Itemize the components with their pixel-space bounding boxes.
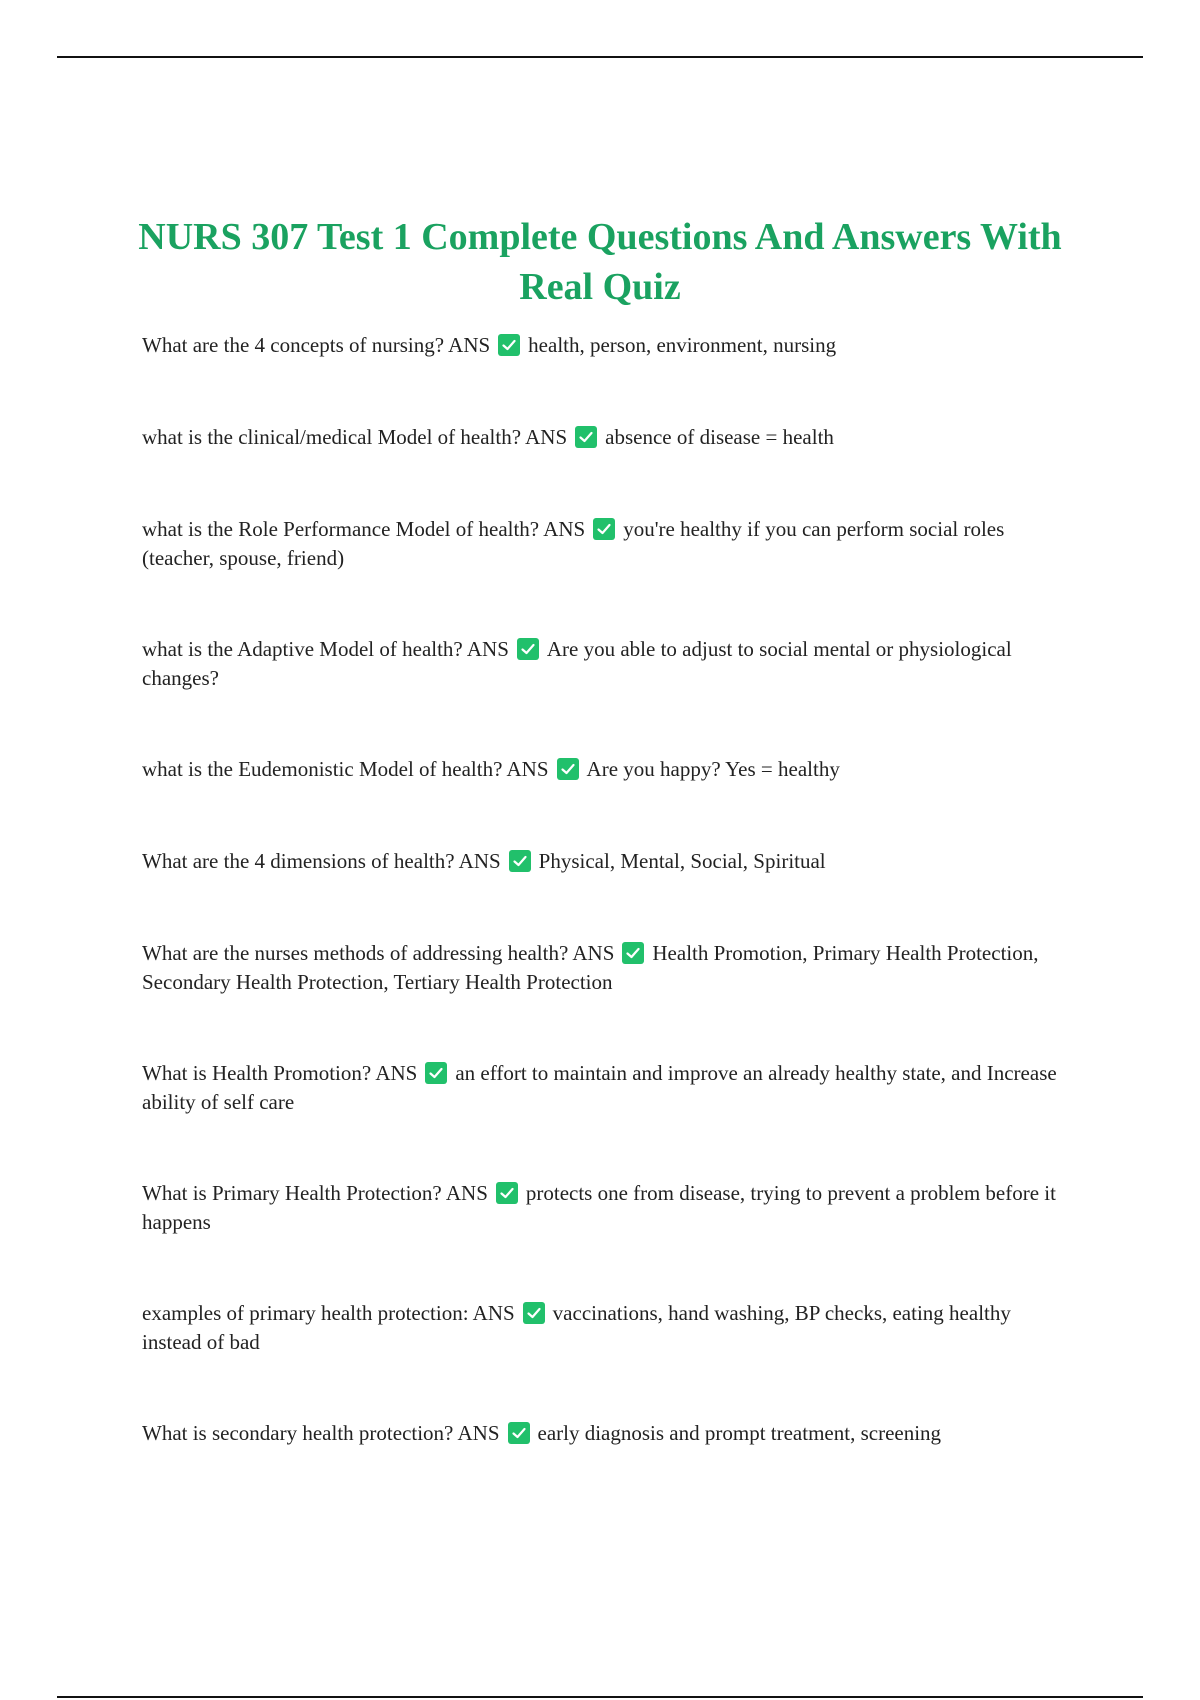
qa-item-11	[142, 1419, 1072, 1448]
qa-item-6	[142, 847, 1072, 876]
answer-text: Are you able to adjust to social mental or physiological changes?	[142, 637, 1012, 690]
question-text: what is the Role Performance Model of health?	[142, 517, 540, 541]
ans-label: ANS	[572, 941, 615, 965]
bottom-rule	[57, 1696, 1143, 1698]
ans-label: ANS	[375, 1061, 418, 1085]
ans-label: ANS	[506, 757, 549, 781]
question-text: What is secondary health protection?	[142, 1421, 454, 1445]
ans-label: ANS	[458, 849, 501, 873]
qa-item-10	[142, 1299, 1072, 1357]
qa-item-4	[142, 635, 1072, 693]
check-mark-icon	[523, 1302, 545, 1324]
answer-text: health, person, environment, nursing	[528, 333, 837, 357]
answer-text: early diagnosis and prompt treatment, screening	[537, 1421, 942, 1445]
qa-item-7	[142, 939, 1072, 997]
check-mark-icon	[575, 426, 597, 448]
question-text: What are the 4 concepts of nursing?	[142, 333, 445, 357]
top-rule	[57, 56, 1143, 58]
ans-label: ANS	[525, 425, 568, 449]
ans-label: ANS	[466, 637, 509, 661]
qa-item-1	[142, 331, 1072, 360]
check-mark-icon	[496, 1182, 518, 1204]
check-mark-icon	[622, 942, 644, 964]
qa-item-3	[142, 515, 1072, 573]
qa-item-8	[142, 1059, 1072, 1117]
answer-text: Are you happy? Yes = healthy	[586, 757, 840, 781]
question-text: what is the clinical/medical Model of health?	[142, 425, 522, 449]
answer-text: absence of disease = health	[605, 425, 834, 449]
question-text: what is the Eudemonistic Model of health?	[142, 757, 503, 781]
answer-text: protects one from disease, trying to prevent a problem before it happens	[142, 1181, 1056, 1234]
qa-item-2	[142, 423, 1072, 452]
answer-text: Physical, Mental, Social, Spiritual	[538, 849, 826, 873]
qa-item-5	[142, 755, 1072, 784]
check-mark-icon	[498, 334, 520, 356]
check-mark-icon	[508, 1422, 530, 1444]
answer-text: vaccinations, hand washing, BP checks, eating healthy instead of bad	[142, 1301, 1011, 1354]
question-text: What is Health Promotion?	[142, 1061, 372, 1085]
ans-label: ANS	[448, 333, 491, 357]
ans-label: ANS	[445, 1181, 488, 1205]
answer-text: you're healthy if you can perform social roles (teacher, spouse, friend)	[142, 517, 1005, 570]
question-text: What are the 4 dimensions of health?	[142, 849, 455, 873]
check-mark-icon	[509, 850, 531, 872]
question-text: what is the Adaptive Model of health?	[142, 637, 463, 661]
question-text: examples of primary health protection:	[142, 1301, 469, 1325]
check-mark-icon	[517, 638, 539, 660]
check-mark-icon	[425, 1062, 447, 1084]
answer-text: an effort to maintain and improve an already healthy state, and Increase ability of self care	[142, 1061, 1057, 1114]
check-mark-icon	[557, 758, 579, 780]
document-title: NURS 307 Test 1 Complete Questions And Answers With Real Quiz	[138, 216, 1062, 308]
ans-label: ANS	[457, 1421, 500, 1445]
ans-label: ANS	[543, 517, 586, 541]
ans-label: ANS	[472, 1301, 515, 1325]
answer-text: Health Promotion, Primary Health Protection, Secondary Health Protection, Tertiary Health Protection	[142, 941, 1039, 994]
question-text: What is Primary Health Protection?	[142, 1181, 442, 1205]
qa-item-9	[142, 1179, 1072, 1237]
check-mark-icon	[593, 518, 615, 540]
question-text: What are the nurses methods of addressing health?	[142, 941, 569, 965]
